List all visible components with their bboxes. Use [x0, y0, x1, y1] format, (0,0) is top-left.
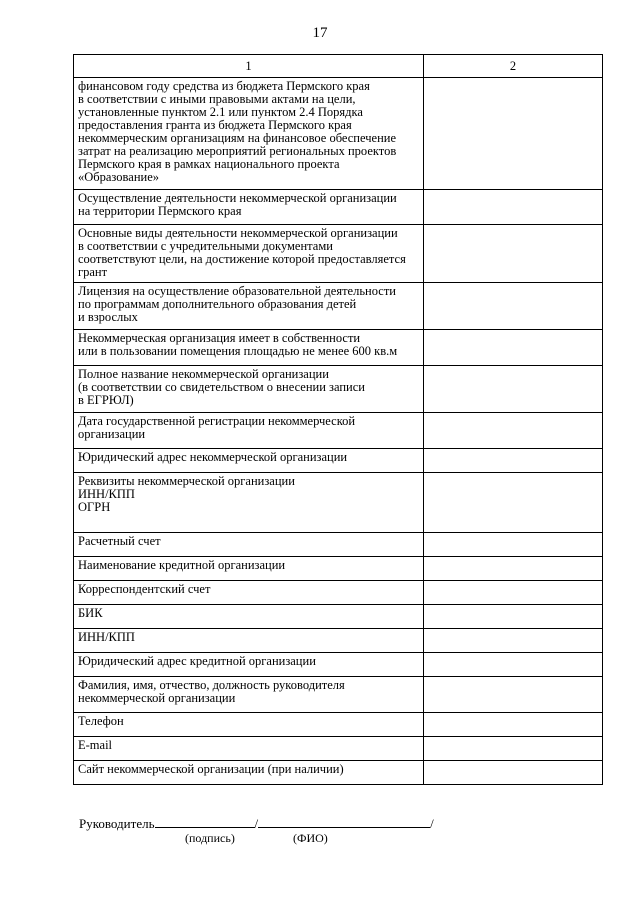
table-row: [74, 473, 603, 533]
field-label: ИНН/КПП: [74, 629, 424, 653]
table-row: [74, 629, 603, 653]
table-row: [74, 557, 603, 581]
table-row: [74, 449, 603, 473]
signature-caption: (подпись): [185, 831, 235, 845]
table-row: [74, 761, 603, 785]
field-label: Телефон: [74, 713, 424, 737]
field-value[interactable]: [424, 78, 603, 190]
field-label: Наименование кредитной организации: [74, 557, 424, 581]
field-label: Основные виды деятельности некоммерческой организации в соответствии с учредительными документами соответствуют цели, на достижение которой предоставляется грант: [74, 225, 424, 283]
field-label: Осуществление деятельности некоммерческой организации на территории Пермского края: [74, 190, 424, 225]
signature-label: Руководитель: [79, 816, 155, 831]
field-label: Дата государственной регистрации некоммерческой организации: [74, 413, 424, 449]
field-value[interactable]: [424, 533, 603, 557]
table-row: [74, 283, 603, 330]
field-value[interactable]: [424, 557, 603, 581]
name-blank[interactable]: [258, 815, 430, 828]
field-value[interactable]: [424, 737, 603, 761]
name-caption: (ФИО): [293, 831, 328, 845]
column-header-2: 2: [424, 55, 603, 78]
table-row: [74, 713, 603, 737]
field-label: Корреспондентский счет: [74, 581, 424, 605]
table-row: [74, 413, 603, 449]
column-header-1: 1: [74, 55, 424, 78]
table-row: [74, 366, 603, 413]
field-value[interactable]: [424, 190, 603, 225]
field-label: Расчетный счет: [74, 533, 424, 557]
field-value[interactable]: [424, 330, 603, 366]
table-row: [74, 581, 603, 605]
field-value[interactable]: [424, 283, 603, 330]
field-value[interactable]: [424, 413, 603, 449]
field-label: Некоммерческая организация имеет в собственности или в пользовании помещения площадью не менее 600 кв.м: [74, 330, 424, 366]
table-row: [74, 78, 603, 190]
field-value[interactable]: [424, 225, 603, 283]
signature-blank[interactable]: [155, 815, 255, 828]
field-value[interactable]: [424, 605, 603, 629]
field-value[interactable]: [424, 761, 603, 785]
signature-slash-end: /: [430, 816, 434, 831]
field-label: финансовом году средства из бюджета Пермского края в соответствии с иными правовыми актами на цели, установленные пунктом 2.1 или пунктом 2.4 Порядка предоставления гранта из бюджета Пермского края некоммерческим организациям на финансовое обеспечение затрат на реализацию мероприятий региональных проектов Пермского края в рамках национального проекта «Образование»: [74, 78, 424, 190]
signature-slash: /: [254, 816, 259, 831]
field-value[interactable]: [424, 473, 603, 533]
field-label: Лицензия на осуществление образовательной деятельности по программам дополнительного образования детей и взрослых: [74, 283, 424, 330]
field-label: Фамилия, имя, отчество, должность руководителя некоммерческой организации: [74, 677, 424, 713]
page-number: 17: [312, 25, 328, 41]
table-row: [74, 653, 603, 677]
table-row: [74, 330, 603, 366]
field-label: Юридический адрес некоммерческой организации: [74, 449, 424, 473]
signature-line: [79, 815, 434, 832]
table-row: [74, 225, 603, 283]
field-label: БИК: [74, 605, 424, 629]
table-header-row: [74, 55, 603, 78]
field-value[interactable]: [424, 366, 603, 413]
field-label: Реквизиты некоммерческой организации ИНН/КПП ОГРН: [74, 473, 424, 533]
application-form-table: [73, 54, 603, 785]
field-label: Сайт некоммерческой организации (при наличии): [74, 761, 424, 785]
field-value[interactable]: [424, 713, 603, 737]
field-value[interactable]: [424, 581, 603, 605]
table-row: [74, 190, 603, 225]
field-value[interactable]: [424, 653, 603, 677]
field-value[interactable]: [424, 629, 603, 653]
table-row: [74, 533, 603, 557]
table-row: [74, 737, 603, 761]
field-label: E-mail: [74, 737, 424, 761]
field-label: Полное название некоммерческой организации (в соответствии со свидетельством о внесении записи в ЕГРЮЛ): [74, 366, 424, 413]
table-row: [74, 605, 603, 629]
field-label: Юридический адрес кредитной организации: [74, 653, 424, 677]
field-value[interactable]: [424, 449, 603, 473]
field-value[interactable]: [424, 677, 603, 713]
table-row: [74, 677, 603, 713]
